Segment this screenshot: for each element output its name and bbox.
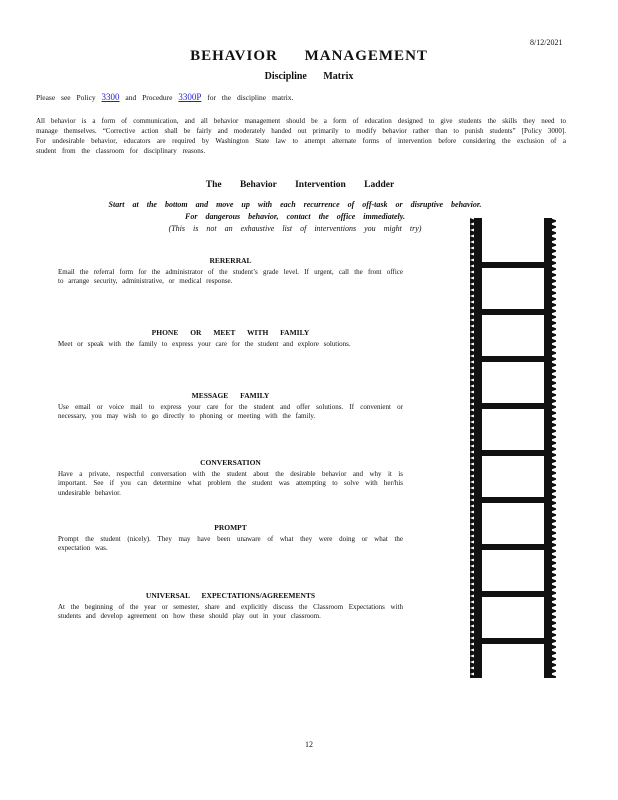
section-universal-expectations: [58, 591, 403, 622]
ladder-rungs: [478, 262, 548, 644]
section-body: Prompt the student (nicely). They may have been unaware of what they were doing or what the expectation was.: [58, 534, 403, 552]
ladder-instruction-note: (This is not an exhaustive list of interventions you might try): [168, 224, 422, 233]
ladder-image: [470, 218, 556, 678]
section-body: At the beginning of the year or semester, share and explicitly discuss the Classroom Expectations with students and develop agreement on how these should play out in your classroom.: [58, 602, 403, 620]
ladder-title: The Behavior Intervention Ladder: [205, 180, 395, 190]
page-subtitle: Discipline Matrix: [264, 71, 354, 82]
section-heading: UNIVERSAL EXPECTATIONS/AGREEMENTS: [145, 591, 316, 600]
intro-paragraph: All behavior is a form of communication, and all behavior management should be a form of education designed to give students the skills they need to manage themselves. “Corrective action shall be fairly and moderately handed out primarily to modify behavior rather than to punish students” [Policy 3000]. For undesirable behavior, educators are required by Washington State law to attempt alternate forms of intervention before considering the exclusion of a student from the classroom for disciplinary reasons.: [36, 117, 566, 155]
section-heading: RERERRAL: [209, 256, 252, 265]
section-body: Have a private, respectful conversation with the student about the desirable behavior and why it is important. See if you can determine what problem the student was attempting to solve with her/his undesirable behavior.: [58, 469, 403, 497]
section-heading: MESSAGE FAMILY: [191, 391, 270, 400]
section-heading: PHONE OR MEET WITH FAMILY: [151, 328, 310, 337]
page-number: 12: [305, 740, 313, 749]
procedure-3300p-link[interactable]: 3300P: [178, 92, 202, 102]
policy-prefix: Please see Policy: [36, 93, 96, 102]
policy-reference: [36, 92, 293, 102]
document-date: 8/12/2021: [530, 38, 563, 47]
ladder-instruction-start: Start at the bottom and move up with each recurrence of off-task or disruptive behavior.: [108, 200, 482, 209]
policy-3300-link[interactable]: 3300: [101, 92, 120, 102]
section-body: Use email or voice mail to express your care for the student and offer solutions. If convenient or necessary, you may wish to go directly to phoning or meeting with the family.: [58, 402, 403, 420]
ladder-instruction-dangerous: For dangerous behavior, contact the office immediately.: [185, 212, 405, 221]
section-referral: [58, 256, 403, 287]
policy-middle: and Procedure: [125, 93, 173, 102]
policy-suffix: for the discipline matrix.: [207, 93, 294, 102]
section-conversation: [58, 458, 403, 498]
section-phone-meet-family: [58, 328, 403, 349]
ladder-instructions: [60, 199, 530, 235]
section-body: Email the referral form for the administrator of the student’s grade level. If urgent, call the front office to arrange security, administrative, or medical response.: [58, 267, 403, 285]
section-body: Meet or speak with the family to express your care for the student and explore solutions.: [58, 339, 351, 348]
ladder-left-rail: [474, 218, 482, 678]
section-heading: CONVERSATION: [200, 458, 261, 467]
section-prompt: [58, 523, 403, 554]
page-title: BEHAVIOR MANAGEMENT: [190, 48, 428, 64]
section-message-family: [58, 391, 403, 422]
ladder-right-rail: [544, 218, 552, 678]
section-heading: PROMPT: [214, 523, 247, 532]
